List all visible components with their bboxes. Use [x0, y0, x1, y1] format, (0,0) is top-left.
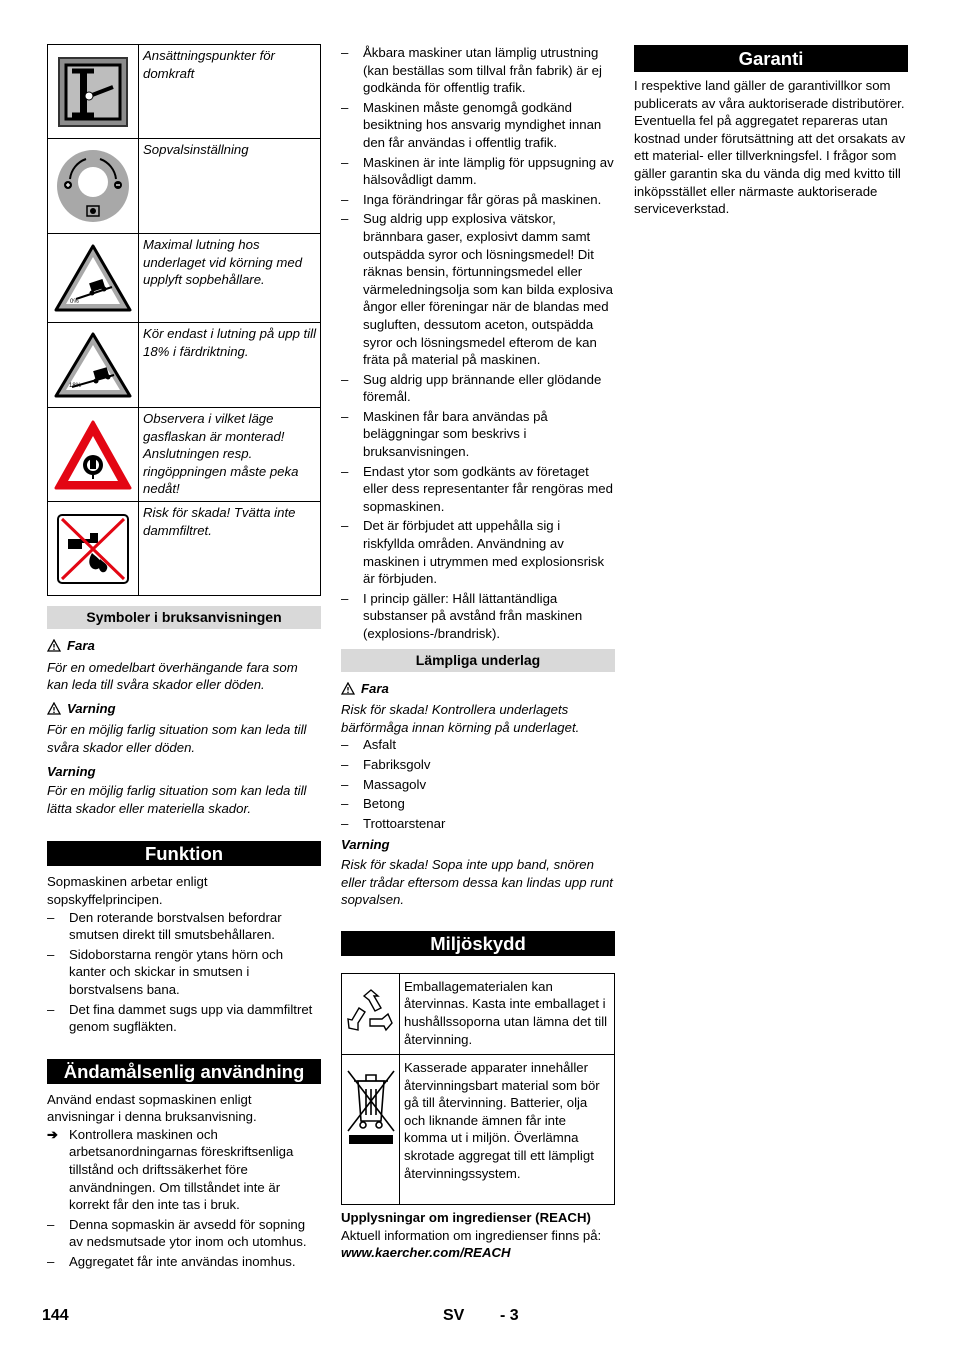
usage-list: [47, 1216, 321, 1271]
symbol-text: Risk för skada! Tvätta inte dammfiltret.: [139, 502, 321, 596]
warning-text: För en möjlig farlig situation som kan leda till svåra skador eller döden.: [47, 722, 307, 755]
incline-18-icon: [54, 331, 132, 399]
list-item: – Den roterande borstvalsen befordrar smutsen direkt till smutsbehållaren.: [47, 909, 321, 944]
warning-label: Varning: [67, 700, 116, 716]
symbol-table: [47, 44, 321, 596]
column-middle: [341, 44, 615, 1262]
surfaces-heading: Lämpliga underlag: [341, 649, 615, 672]
usage-arrow-text: Kontrollera maskinen och arbetsanordningarnas föreskriftsenliga tillstånd och driftssäkerhet före användningen. Om tillståndet inte är korrekt får den inte tas i bruk.: [69, 1126, 294, 1213]
surfaces-caution-text: Risk för skada! Sopa inte upp band, snören eller trådar eftersom dessa kan lindas upp runt sopvalsen.: [341, 856, 613, 908]
warning-triangle-icon: [47, 639, 61, 652]
reach-text: Aktuell information om ingredienser finns på:: [341, 1227, 602, 1243]
jack-point-icon: [58, 57, 128, 127]
no-wash-filter-icon: [56, 513, 130, 585]
symbol-row: [48, 45, 321, 139]
funktion-intro: Sopmaskinen arbetar enligt sopskyffelprincipen.: [47, 874, 208, 907]
environment-row: [342, 1055, 615, 1205]
list-item: – Det fina dammet sugs upp via dammfiltret genom sugfläkten.: [47, 1001, 321, 1036]
caution-text: För en möjlig farlig situation som kan leda till lätta skador eller materiella skador.: [47, 783, 307, 816]
list-item: – Inga förändringar får göras på maskinen.: [341, 191, 615, 209]
surfaces-danger-text: Risk för skada! Kontrollera underlagets bärförmåga innan körning på underlaget.: [341, 702, 580, 735]
sweep-roller-setting-icon: [56, 149, 130, 223]
reach-link[interactable]: www.kaercher.com/REACH: [341, 1245, 511, 1261]
list-item: – Fabriksgolv: [341, 756, 615, 774]
caution-label: Varning: [47, 763, 96, 779]
symbol-text: Observera i vilket läge gasflaskan är monterad! Anslutningen resp. ringöppningen måste peka nedåt!: [139, 408, 321, 502]
arrow-right-icon: ➔: [47, 1126, 59, 1142]
max-incline-icon: [54, 243, 132, 313]
usage-intro: Använd endast sopmaskinen enligt anvisningar i denna bruksanvisning.: [47, 1091, 257, 1125]
symbol-row: [48, 323, 321, 408]
list-item: – Aggregatet får inte användas inomhus.: [47, 1253, 321, 1271]
list-item: – I princip gäller: Håll lättantändliga substanser på avstånd från maskinen (explosions-/brandrisk).: [341, 590, 615, 643]
list-item: – Det är förbjudet att uppehålla sig i riskfyllda områden. Användning av maskinen i utrymmen med explosionsrisk är förbjuden.: [341, 517, 615, 587]
section-number: - 3: [500, 1307, 519, 1324]
list-item: – Maskinen måste genomgå godkänd besiktning hos ansvarig myndighet innan den får användas i offentlig trafik.: [341, 99, 615, 152]
symbol-text: Sopvalsinställning: [139, 139, 321, 234]
list-item: – Sidoborstarna rengör ytans hörn och kanter och skickar in smutsen i borstvalsens bana.: [47, 946, 321, 999]
column-left: [47, 44, 321, 1273]
list-item: – Denna sopmaskin är avsedd för sopning av nedsmutsade ytor inom och utomhus.: [47, 1216, 321, 1251]
garanti-text: I respektive land gäller de garantivillkor som publicerats av våra auktoriserade distributörer. Eventuella fel på aggregatet repareras utan kostnad under förutsättning att det orsakats av ett material- eller tillverkningsfel. I frågor som gäller garantin ska du vända dig med kvitto till inköpsstället eller närmaste auktoriserade serviceverkstad.: [634, 78, 906, 217]
garanti-heading: Garanti: [634, 45, 908, 72]
crossed-bin-icon: [344, 1063, 398, 1147]
warning-triangle-icon: [341, 682, 355, 695]
column-right: [634, 44, 908, 218]
danger-text: För en omedelbart överhängande fara som kan leda till svåra skador eller döden.: [47, 659, 298, 693]
list-item: – Maskinen får bara användas på beläggningar som beskrivs i bruksanvisningen.: [341, 408, 615, 461]
reach-title: Upplysningar om ingredienser (REACH): [341, 1210, 591, 1226]
symbol-text: Maximal lutning hos underlaget vid körning med upplyft sopbehållare.: [139, 234, 321, 323]
incline-label: 0%: [70, 299, 79, 305]
list-item: – Massagolv: [341, 776, 615, 794]
symbols-heading: Symboler i bruksanvisningen: [47, 606, 321, 629]
usage-arrow-item: [47, 1126, 321, 1214]
symbol-text: Ansättningspunkter för domkraft: [139, 45, 321, 139]
symbol-row: [48, 502, 321, 596]
environment-text: Kasserade apparater innehåller återvinningsbart material som bör gå till återvinning. Batterier, olja och liknande ämnen får inte komma ut i miljön. Överlämna skrotade aggregat till ett lämpligt återvinningssystem.: [400, 1055, 615, 1205]
list-item: – Trottoarstenar: [341, 815, 615, 833]
language-code: SV: [443, 1307, 465, 1324]
incline-label: 18%: [69, 383, 82, 389]
symbol-row: [48, 234, 321, 323]
environment-text: Emballagematerialen kan återvinnas. Kasta inte emballaget i hushållssoporna utan lämna det till återvinning.: [400, 973, 615, 1054]
symbol-row: [48, 139, 321, 234]
list-item: – Åkbara maskiner utan lämplig utrustning (kan beställas som tillval från fabrik) är ej godkända för offentlig trafik.: [341, 44, 615, 97]
usage-heading: Ändamålsenlig användning: [47, 1059, 321, 1084]
danger-label: Fara: [361, 680, 389, 696]
symbol-row: [48, 408, 321, 502]
usage-list-continued: [341, 44, 615, 643]
gas-bottle-warning-icon: [54, 419, 132, 491]
funktion-list: [47, 909, 321, 1036]
danger-label: Fara: [67, 638, 95, 653]
caution-label: Varning: [341, 837, 390, 853]
page-number: 144: [42, 1307, 69, 1324]
symbol-text: Kör endast i lutning på upp till 18% i färdriktning.: [139, 323, 321, 408]
list-item: – Sug aldrig upp explosiva vätskor, brännbara gaser, explosivt damm samt outspädda syror och lösningsmedel! Dit räknas bensin, förtunningsmedel eller värmeledningsolja som kan bilda explosiva ångor eller föreningar när de blandas med sugluften, dessutom aceton, outspädda syror och lösningsmedel efterom de kan fräta på material på maskinen.: [341, 210, 615, 368]
list-item: – Sug aldrig upp brännande eller glödande föremål.: [341, 371, 615, 406]
surfaces-list: [341, 736, 615, 832]
environment-heading: Miljöskydd: [341, 931, 615, 956]
environment-row: [342, 973, 615, 1054]
list-item: – Maskinen är inte lämplig för uppsugning av hälsovådligt damm.: [341, 154, 615, 189]
warning-triangle-icon: [47, 702, 61, 715]
list-item: – Betong: [341, 795, 615, 813]
list-item: – Asfalt: [341, 736, 615, 754]
list-item: – Endast ytor som godkänts av företaget eller dess representanter får rengöras med sopmaskinen.: [341, 463, 615, 516]
environment-table: [341, 973, 615, 1205]
recycling-icon: [344, 986, 398, 1040]
funktion-heading: Funktion: [47, 841, 321, 866]
